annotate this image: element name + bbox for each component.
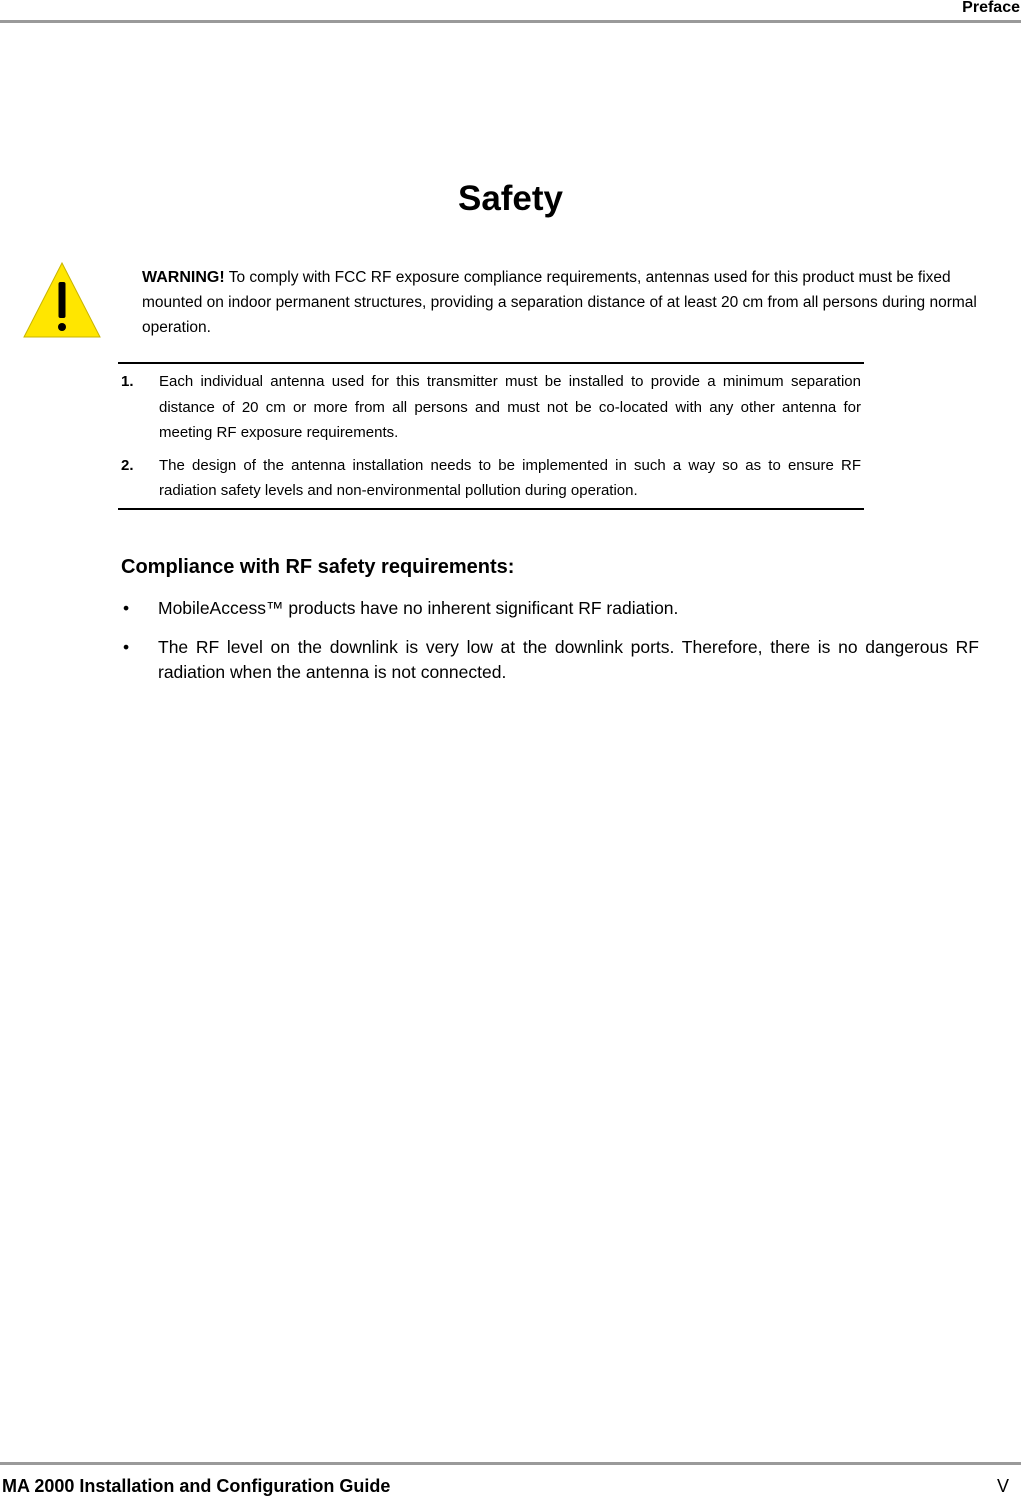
page-number: V [996, 1476, 1009, 1496]
item-text: The design of the antenna installation needs to be implemented in such a way so as to ensure RF radiation safety levels and non-environmental pollution during operation. [159, 456, 861, 499]
item-number: 2. [121, 456, 134, 474]
page-title: Safety [457, 179, 564, 218]
bullet-text: MobileAccess™ products have no inherent significant RF radiation. [158, 598, 679, 618]
list-item [121, 635, 979, 685]
header-divider [0, 20, 1021, 23]
warning-note [142, 265, 1012, 340]
list-item [118, 369, 864, 446]
bullet-icon: • [123, 637, 130, 657]
item-number: 1. [121, 373, 134, 390]
compliance-heading: Compliance with RF safety requirements: [121, 556, 515, 578]
item-text: Each individual antenna used for this transmitter must be installed to provide a minimum separation distance of 20 cm or more from all persons and must not be co-located with any other antenna for meeting RF exposure requirements. [159, 373, 861, 441]
list-item [121, 596, 979, 621]
list-item [118, 453, 864, 504]
numbered-requirements [118, 362, 864, 510]
bullet-icon: • [123, 598, 130, 618]
footer-divider [0, 1462, 1021, 1465]
bullet-text: The RF level on the downlink is very low at the downlink ports. Therefore, there is no dangerous RF radiation when the antenna is not connected. [158, 637, 979, 682]
compliance-list [121, 596, 979, 685]
header-section-label: Preface [962, 0, 1020, 16]
footer-guide-title: MA 2000 Installation and Configuration Guide [2, 1476, 391, 1496]
warning-triangle-icon [22, 260, 102, 340]
warning-text: To comply with FCC RF exposure compliance requirements, antennas used for this product must be fixed mounted on indoor permanent structures, providing a separation distance of at least 20 cm from all persons during normal operation. [142, 269, 977, 336]
warning-label: WARNING! [142, 269, 225, 286]
